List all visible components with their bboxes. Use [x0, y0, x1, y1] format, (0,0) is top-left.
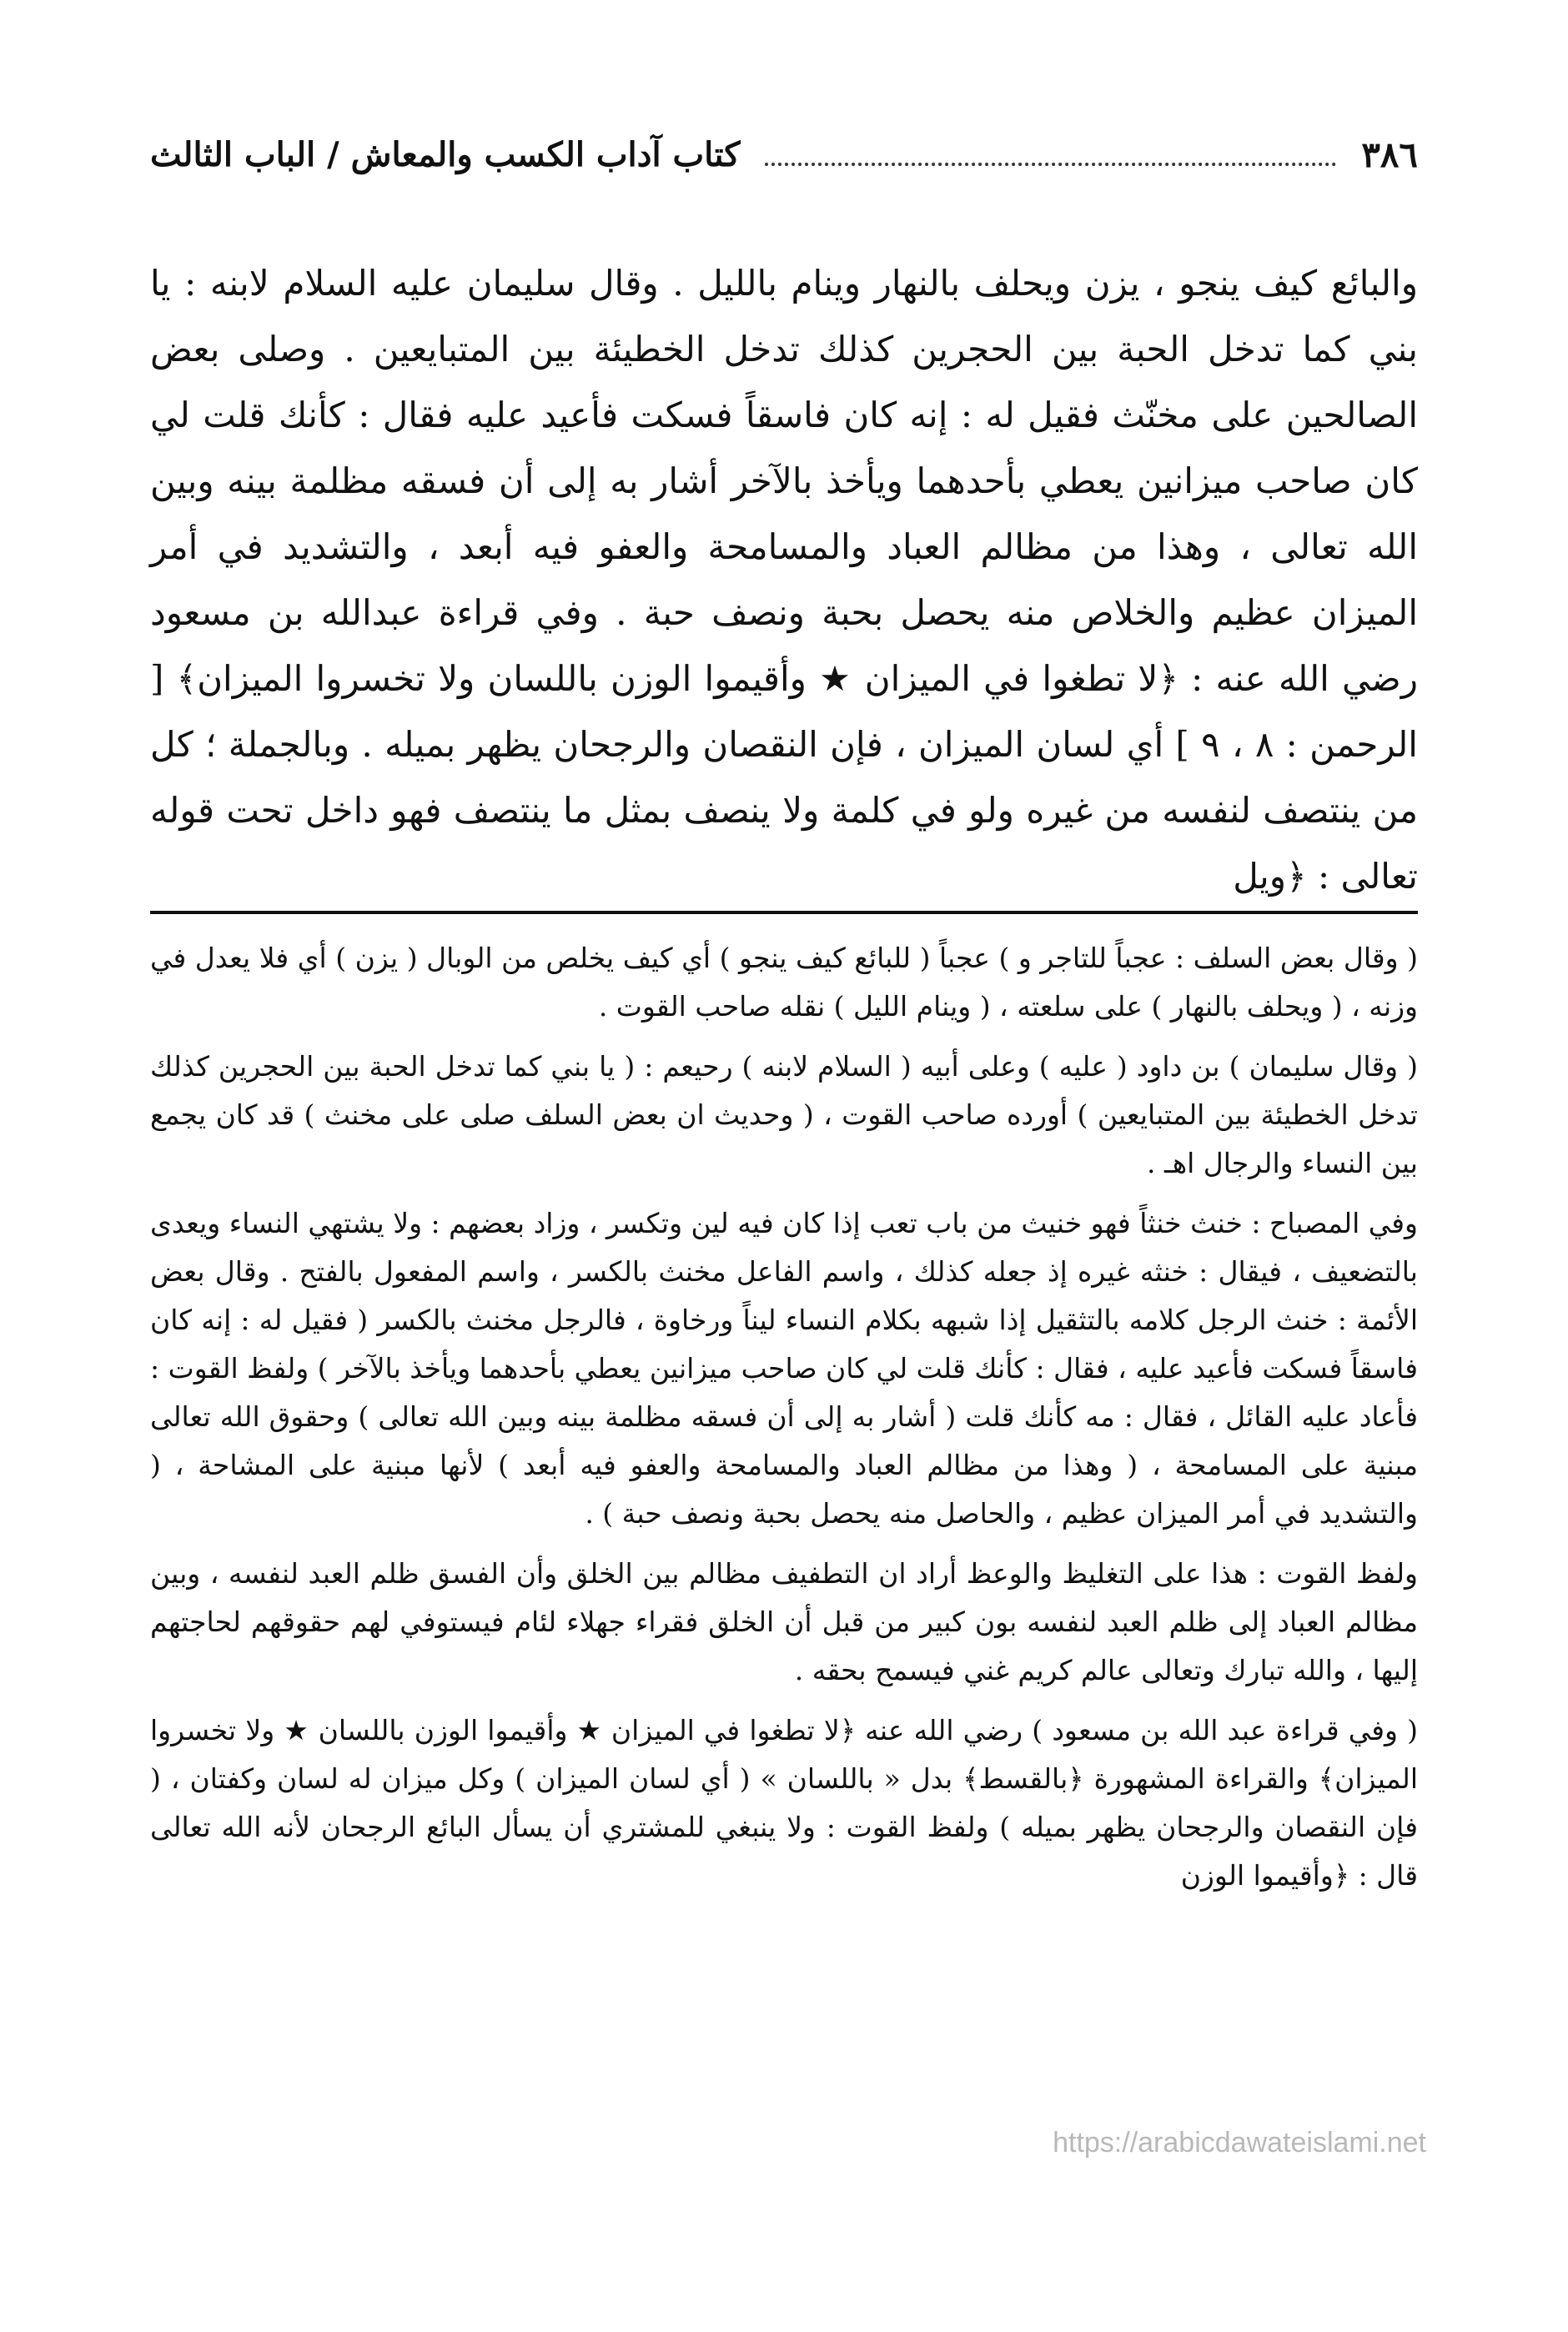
page-header: [150, 125, 1418, 183]
footnote-paragraph: ( وقال بعض السلف : عجباً للتاجر و ) عجباً ( للبائع كيف ينجو ) أي كيف يخلص من الوبال ( يزن ) أي فلا يعدل في وزنه ، ( ويحلف بالنهار ) على سلعته ، ( وينام الليل ) نقله صاحب القوت .: [150, 942, 1418, 1023]
commentary-footnotes: [150, 934, 1418, 1912]
footnote-paragraph: ( وفي قراءة عبد الله بن مسعود ) رضي الله عنه ﴿لا تطغوا في الميزان ★ وأقيموا الوزن باللسان ★ ولا تخسروا الميزان﴾ والقراءة المشهورة ﴿بالقسط﴾ بدل « باللسان » ( أي لسان الميزان ) وكل ميزان له لسان وكفتان ، ( فإن النقصان والرجحان يظهر بميله ) ولفظ القوت : ولا ينبغي للمشتري أن يسأل البائع الرجحان لأنه الله تعالى قال : ﴿وأقيموا الوزن: [150, 1714, 1418, 1892]
main-paragraph: والبائع كيف ينجو ، يزن ويحلف بالنهار وينام بالليل . وقال سليمان عليه السلام لابنه : يا بني كما تدخل الحبة بين الحجرين كذلك تدخل الخطيئة بين المتبايعين . وصلى بعض الصالحين على مخنّث فقيل له : إنه كان فاسقاً فسكت فأعيد عليه فقال : كأنك قلت لي كان صاحب ميزانين يعطي بأحدهما ويأخذ بالآخر أشار به إلى أن فسقه مظلمة بينه وبين الله تعالى ، وهذا من مظالم العباد والمسامحة والعفو فيه أبعد ، والتشديد في أمر الميزان عظيم والخلاص منه يحصل بحبة ونصف حبة . وفي قراءة عبدالله بن مسعود رضي الله عنه : ﴿لا تطغوا في الميزان ★ وأقيموا الوزن باللسان ولا تخسروا الميزان﴾ [ الرحمن : ٨ ، ٩ ] أي لسان الميزان ، فإن النقصان والرجحان يظهر بميله . وبالجملة ؛ كل من ينتصف لنفسه من غيره ولو في كلمة ولا ينصف بمثل ما ينتصف فهو داخل تحت قوله تعالى : ﴿ويل: [150, 263, 1418, 897]
footnote-paragraph: ( وقال سليمان ) بن داود ( عليه ) وعلى أبيه ( السلام لابنه ) رحيعم : ( يا بني كما تدخل الحبة بين الحجرين كذلك تدخل الخطيئة بين المتبايعين ) أورده صاحب القوت ، ( وحديث ان بعض السلف صلى على مخنث ) قد كان يجمع بين النساء والرجال اهـ .: [150, 1050, 1418, 1179]
running-title: كتاب آداب الكسب والمعاش / الباب الثالث: [150, 134, 741, 174]
footnote-paragraph: وفي المصباح : خنث خنثاً فهو خنيث من باب تعب إذا كان فيه لين وتكسر ، وزاد بعضهم : ولا يشتهي النساء ويعدى بالتضعيف ، فيقال : خنثه غيره إذ جعله كذلك ، واسم الفاعل مخنث بالكسر ، واسم المفعول بالفتح . وقال بعض الأئمة : خنث الرجل كلامه بالتثقيل إذا شبهه بكلام النساء ليناً ورخاوة ، فالرجل مخنث بالكسر ( فقيل له : إنه كان فاسقاً فسكت فأعيد عليه ، فقال : كأنك قلت لي كان صاحب ميزانين يعطي بأحدهما ويأخذ بالآخر ) ولفظ القوت : فأعاد عليه القائل ، فقال : مه كأنك قلت ( أشار به إلى أن فسقه مظلمة بينه وبين الله تعالى ) وحقوق الله تعالى مبنية على المسامحة ، ( وهذا من مظالم العباد والمسامحة والعفو فيه أبعد ) لأنها مبنية على المشاحة ، ( والتشديد في أمر الميزان عظيم ، والحاصل منه يحصل بحبة ونصف حبة ) .: [150, 1207, 1419, 1530]
main-text-body: [150, 250, 1418, 909]
footnote-paragraph: ولفظ القوت : هذا على التغليظ والوعظ أراد ان التطفيف مظالم بين الخلق وأن الفسق ظلم العبد لنفسه ، وبين مظالم العباد إلى ظلم العبد لنفسه بون كبير من قبل أن الخلق فقراء جهلاء لئام فيستوفي لهم حقوقهم لحاجتهم إليها ، والله تبارك وتعالى عالم كريم غني فيسمح بحقه .: [150, 1557, 1418, 1686]
footnote-separator: [150, 911, 1418, 914]
watermark-url: https://arabicdawateislami.net: [1053, 2127, 1426, 2159]
page-number: ٣٨٦: [1361, 133, 1418, 175]
header-dot-leader: [765, 163, 1336, 166]
